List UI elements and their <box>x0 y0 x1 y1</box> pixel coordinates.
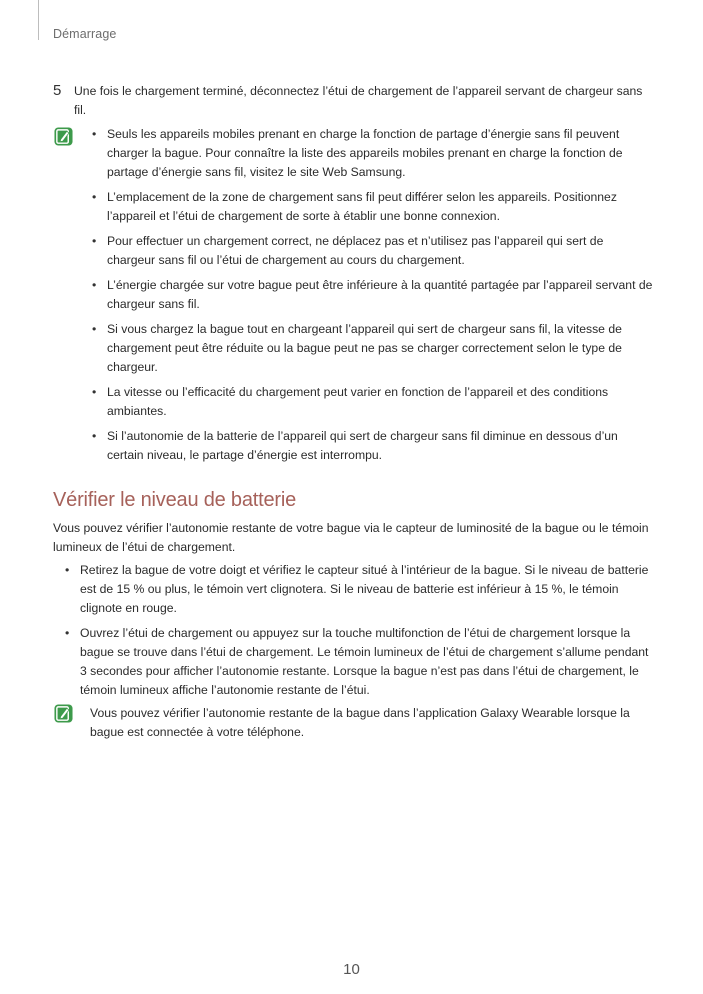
list-item: • Seuls les appareils mobiles prenant en charge la fonction de partage d’énergie sans fil peuvent charger la bague. Pour connaître la liste des appareils mobiles prenant en charge la fonction de partage d’énergie sans fil, visitez le site Web Samsung. <box>107 125 653 182</box>
list-item: • Si l’autonomie de la batterie de l’appareil qui sert de chargeur sans fil diminue en dessous d’un certain niveau, le partage d’énergie est interrompu. <box>107 427 653 465</box>
step-number: 5 <box>53 82 62 99</box>
note-block-charging <box>53 125 653 465</box>
list-item: • Retirez la bague de votre doigt et vérifiez le capteur situé à l’intérieur de la bague. Si le niveau de batterie est de 15 % ou plus, le témoin vert clignotera. Si le niveau de batterie est inférieur à 15 %, le témoin clignote en rouge. <box>80 561 653 618</box>
section-intro: Vous pouvez vérifier l’autonomie restante de votre bague via le capteur de luminosité de la bague ou le témoin lumineux de l’étui de chargement. <box>53 521 649 554</box>
list-item: • La vitesse ou l’efficacité du chargement peut varier en fonction de l’appareil et des conditions ambiantes. <box>107 383 653 421</box>
list-item: • L’énergie chargée sur votre bague peut être inférieure à la quantité partagée par l’appareil servant de chargeur sans fil. <box>107 276 653 314</box>
list-item: • Ouvrez l’étui de chargement ou appuyez sur la touche multifonction de l’étui de chargement lorsque la bague se trouve dans l’étui de chargement. Le témoin lumineux de l’étui de chargement s’allume pendant 3 secondes pour afficher l’autonomie restante. Lorsque la bague n’est pas dans l’étui de chargement, le témoin lumineux affiche l’autonomie restante de l’étui. <box>80 624 653 700</box>
page-content <box>53 82 653 742</box>
note-bullet-list <box>53 125 653 465</box>
note-text: Vous pouvez vérifier l’autonomie restante de la bague dans l’application Galaxy Wearable lorsque la bague est connectée à votre téléphone. <box>90 706 630 739</box>
note-icon <box>54 127 73 146</box>
list-item: • Pour effectuer un chargement correct, ne déplacez pas et n’utilisez pas l’appareil qui sert de chargeur sans fil ou l’étui de chargement au cours du chargement. <box>107 232 653 270</box>
section-bullet-list <box>53 561 653 700</box>
note-block-wearable <box>53 704 653 742</box>
step-5 <box>53 82 653 120</box>
margin-rule <box>38 0 39 40</box>
page-number: 10 <box>343 961 360 978</box>
section-title: Vérifier le niveau de batterie <box>53 489 297 511</box>
note-icon <box>54 704 73 723</box>
page-header: Démarrage <box>53 27 117 41</box>
list-item: • L’emplacement de la zone de chargement sans fil peut différer selon les appareils. Positionnez l’appareil et l’étui de chargement de sorte à établir une bonne connexion. <box>107 188 653 226</box>
step-text: Une fois le chargement terminé, déconnectez l’étui de chargement de l’appareil servant de chargeur sans fil. <box>74 84 643 117</box>
list-item: • Si vous chargez la bague tout en chargeant l’appareil qui sert de chargeur sans fil, la vitesse de chargement peut être réduite ou la bague peut ne pas se charger correctement selon le type de chargeur. <box>107 320 653 377</box>
